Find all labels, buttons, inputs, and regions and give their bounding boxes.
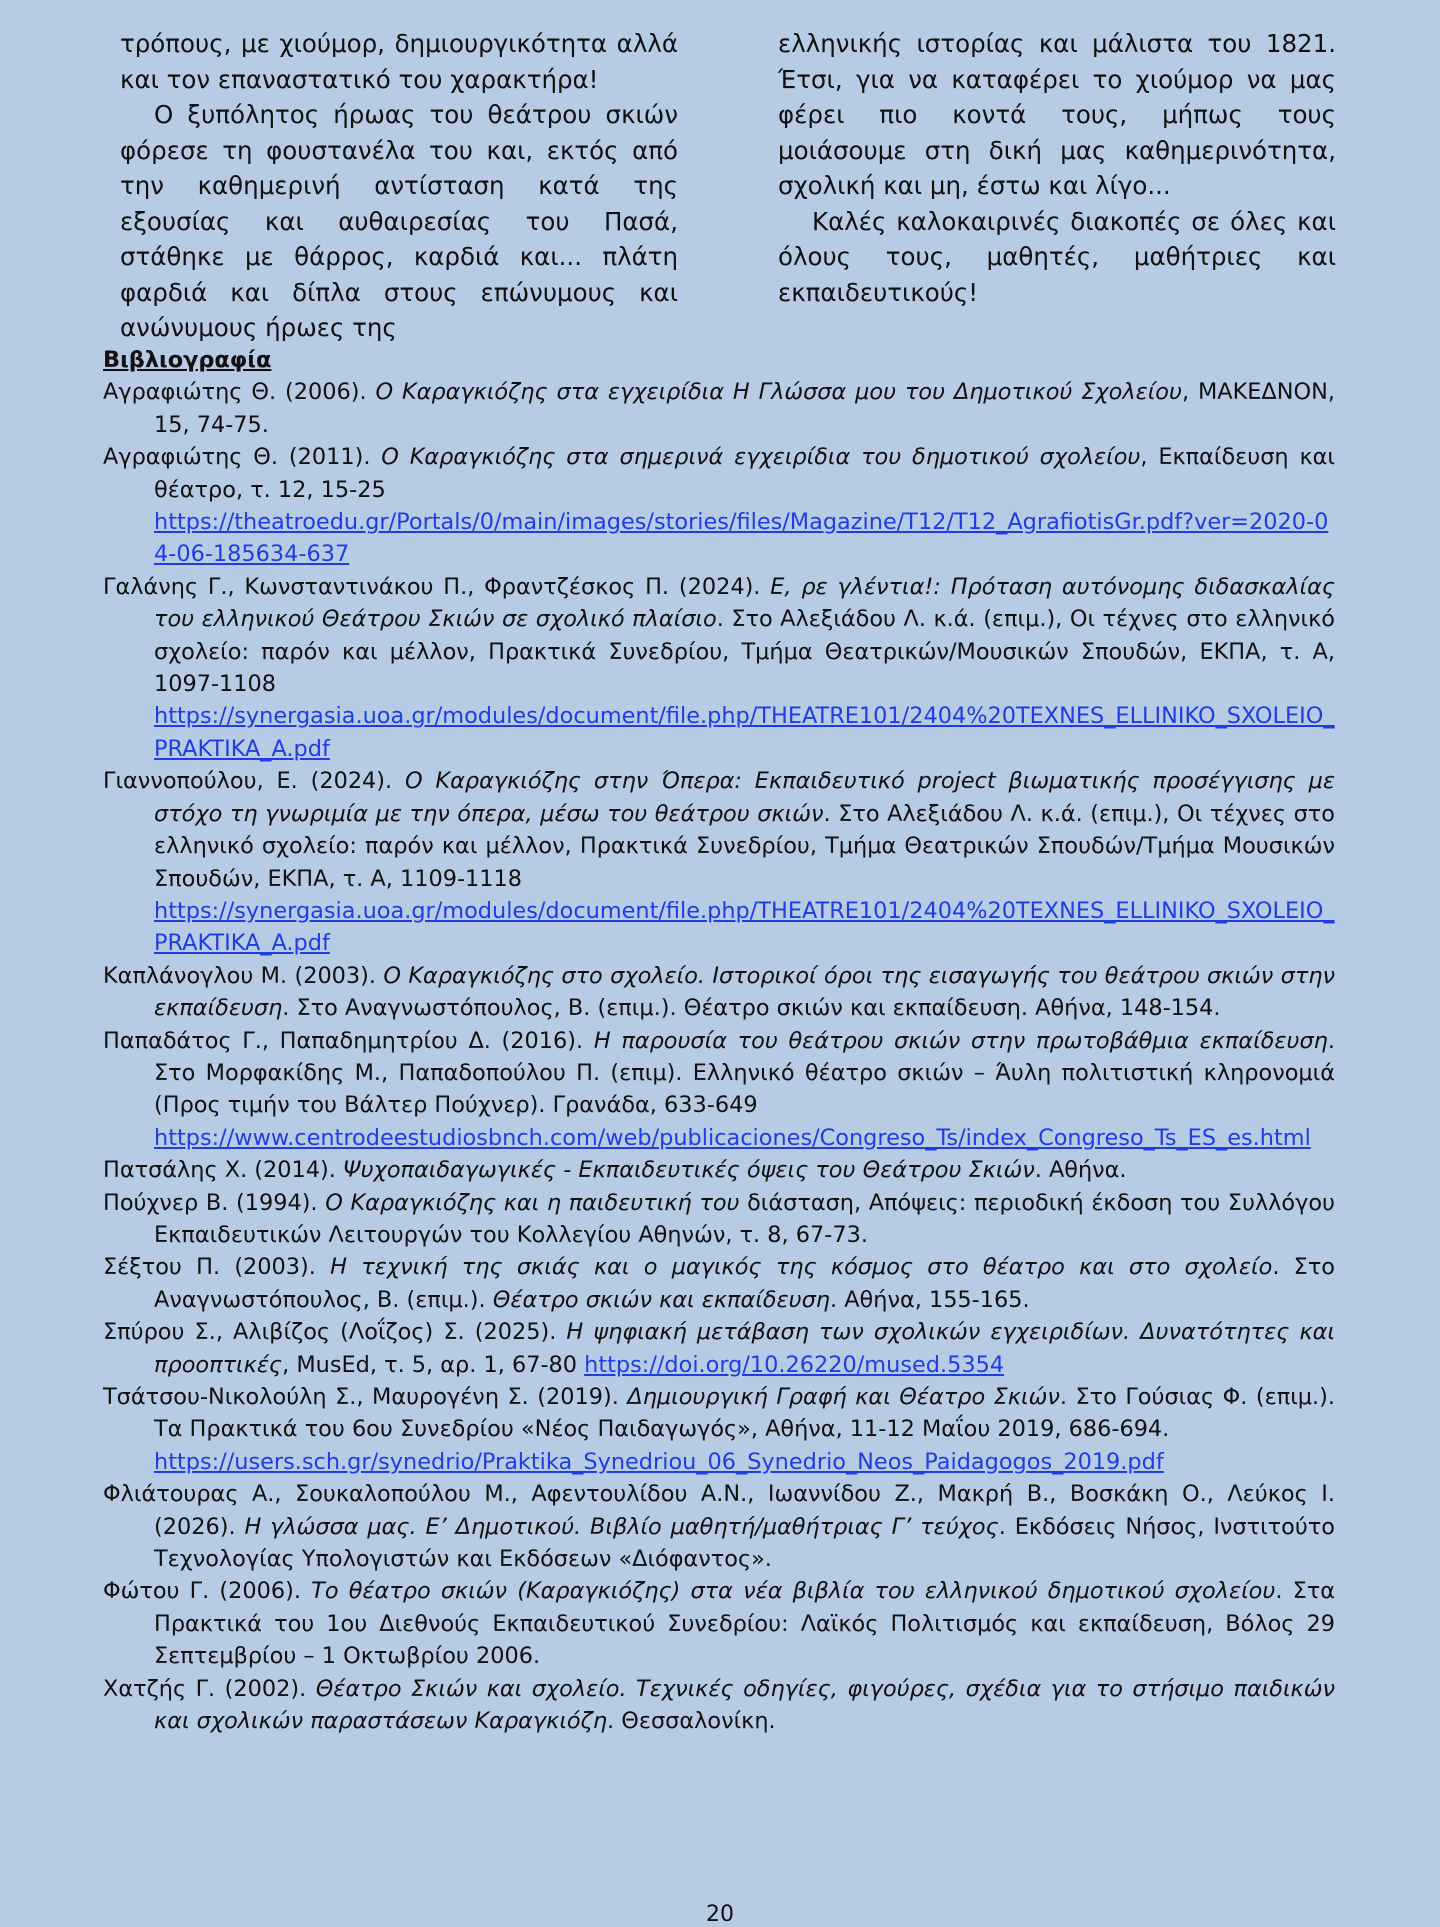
bibliography-list	[103, 376, 1335, 1737]
bibliography-entry	[103, 1673, 1335, 1738]
paragraph: Καλές καλοκαιρινές διακοπές σε όλες και όλους τους, μαθητές, μαθήτριες και εκπαιδευτικούς!	[778, 206, 1336, 307]
paragraph: Ο ξυπόλητος ήρωας του θεάτρου σκιών φόρεσε τη φουστανέλα του και, εκτός από την καθημερινή αντίσταση κατά της εξουσίας και αυθαιρεσίας του Πασά, στάθηκε με θάρρος, καρδιά και... πλάτη φαρδιά και δίπλα στους επώνυμους και ανώνυμους ήρωες της	[120, 100, 678, 342]
bibliography-entry	[103, 1575, 1335, 1672]
entry-author: Φώτου Γ. (2006).	[103, 1578, 312, 1605]
entry-details: . Στο Αναγνωστόπουλος, Β. (επιμ.).	[154, 1254, 1336, 1313]
entry-details: . Θεσσαλονίκη.	[607, 1708, 776, 1735]
entry-title: Δημιουργική Γραφή και Θέατρο Σκιών	[627, 1384, 1060, 1410]
entry-author: Αγραφιώτης Θ. (2006).	[103, 379, 376, 406]
entry-title: Η ψηφιακή μετάβαση των σχολικών εγχειριδίων. Δυνατότητες και προοπτικές	[154, 1319, 1335, 1378]
entry-title: Ο Καραγκιόζης στα εγχειρίδια Η Γλώσσα μου του Δημοτικού Σχολείου	[375, 379, 1182, 406]
entry-link[interactable]: https://www.centrodeestudiosbnch.com/web/publicaciones/Congreso_Ts/index_Congreso_Ts_ES_es.html	[154, 1124, 1311, 1151]
entry-title: Η γλώσσα μας. Ε’ Δημοτικού. Βιβλίο μαθητή/μαθήτριας Γ’ τεύχος	[244, 1513, 999, 1540]
entry-author: Αγραφιώτης Θ. (2011).	[103, 444, 382, 471]
entry-author: Χατζής Γ. (2002).	[103, 1675, 316, 1702]
bibliography-entry	[103, 1316, 1335, 1381]
entry-author: Πατσάλης Χ. (2014).	[103, 1157, 343, 1184]
bibliography-entry	[103, 765, 1335, 959]
page-number: 20	[706, 1902, 734, 1927]
entry-details: . Στα Πρακτικά του 1ου Διεθνούς Εκπαιδευτικού Συνεδρίου: Λαϊκός Πολιτισμός και εκπαίδευση, Βόλος 29 Σεπτεμβρίου – 1 Οκτωβρίου 2006.	[154, 1578, 1336, 1670]
entry-link[interactable]: https://synergasia.uoa.gr/modules/document/file.php/THEATRE101/2404%20TEXNES_ELLINIKO_SXOLEIO_PRAKTIKA_A.pdf	[154, 703, 1335, 762]
bibliography-entry	[103, 1381, 1335, 1478]
entry-title: Η τεχνική της σκιάς και ο μαγικός της κόσμος στο θέατρο και στο σχολείο	[330, 1254, 1273, 1281]
bibliography-entry	[103, 960, 1335, 1025]
entry-details: . Αθήνα, 155-165.	[830, 1286, 1030, 1313]
bibliography-entry	[103, 1025, 1335, 1155]
entry-title: Θέατρο Σκιών και σχολείο. Τεχνικές οδηγίες, φιγούρες, σχέδια για το στήσιμο παιδικών και σχολικών παραστάσεων Καραγκιόζη	[154, 1675, 1336, 1735]
entry-link[interactable]: https://theatroedu.gr/Portals/0/main/images/stories/files/Magazine/T12/T12_AgrafiotisGr.pdf?ver=2020-04-06-185634-637	[154, 509, 1329, 568]
entry-title: Ο Καραγκιόζης και η παιδευτική του	[325, 1189, 740, 1216]
entry-details: . Στο Μορφακίδης Μ., Παπαδοπούλου Π. (επιμ). Ελληνικό θέατρο σκιών – Άυλη πολιτιστική κληρονομιά (Προς τιμήν του Βάλτερ Πούχνερ). Γρανάδα, 633-649	[154, 1027, 1335, 1119]
bibliography-entry	[103, 1154, 1335, 1186]
bibliography-entry	[103, 376, 1335, 441]
entry-title: Ψυχοπαιδαγωγικές - Εκπαιδευτικές όψεις του Θεάτρου Σκιών	[343, 1157, 1035, 1184]
bibliography-entry	[103, 1187, 1335, 1252]
entry-author: Γιαννοπούλου, Ε. (2024).	[103, 768, 405, 795]
entry-author: Πούχνερ Β. (1994).	[103, 1189, 326, 1216]
right-column	[778, 26, 1336, 346]
entry-details: . Στο Αναγνωστόπουλος, Β. (επιμ.). Θέατρο σκιών και εκπαίδευση. Αθήνα, 148-154.	[282, 995, 1221, 1022]
entry-details: . Εκδόσεις Νήσος, Ινστιτούτο Τεχνολογίας Υπολογιστών και Εκδόσεων «Διόφαντος».	[154, 1513, 1335, 1573]
entry-author: Γαλάνης Γ., Κωνσταντινάκου Π., Φραντζέσκος Π. (2024).	[103, 573, 771, 600]
entry-details: , MusEd, τ. 5, αρ. 1, 67-80	[282, 1351, 585, 1378]
entry-author: Τσάτσου-Νικολούλη Σ., Μαυρογένη Σ. (2019).	[103, 1384, 628, 1410]
bibliography-entry	[103, 1251, 1335, 1316]
bibliography-entry	[103, 441, 1335, 571]
entry-author: Καπλάνογλου Μ. (2003).	[103, 962, 384, 989]
paragraph: τρόπους, με χιούμορ, δημιουργικότητα αλλά και τον επαναστατικό του χαρακτήρα!	[120, 29, 678, 94]
left-column	[120, 26, 678, 346]
entry-title: Ο Καραγκιόζης στο σχολείο. Ιστορικοί όροι της εισαγωγής του θεάτρου σκιών στην εκπαίδευση	[154, 962, 1335, 1022]
entry-details: . Στο Γούσιας Φ. (επιμ.). Τα Πρακτικά του 6ου Συνεδρίου «Νέος Παιδαγωγός», Αθήνα, 11-12 Μαΐου 2019, 686-694.	[154, 1384, 1336, 1443]
entry-link[interactable]: https://users.sch.gr/synedrio/Praktika_Synedriou_06_Synedrio_Neos_Paidagogos_2019.pdf	[154, 1448, 1164, 1475]
entry-details: . Αθήνα.	[1034, 1157, 1127, 1184]
entry-author: Παπαδάτος Γ., Παπαδημητρίου Δ. (2016).	[103, 1027, 594, 1054]
entry-author: Φλιάτουρας Α., Σουκαλοπούλου Μ., Αφεντουλίδου Α.Ν., Ιωαννίδου Ζ., Μακρή Β., Βοσκάκη Ο., Λεύκος Ι. (2026).	[103, 1481, 1335, 1540]
entry-title: Ο Καραγκιόζης στην Όπερα: Εκπαιδευτικό project βιωματικής προσέγγισης με στόχο τη γνωριμία με την όπερα, μέσω του θεάτρου σκιών	[154, 768, 1335, 827]
entry-details: διάσταση, Απόψεις: περιοδική έκδοση του Συλλόγου Εκπαιδευτικών Λειτουργών του Κολλεγίου Αθηνών, τ. 8, 67-73.	[154, 1189, 1335, 1248]
bibliography-entry	[103, 571, 1335, 765]
entry-link[interactable]: https://synergasia.uoa.gr/modules/document/file.php/THEATRE101/2404%20TEXNES_ELLINIKO_SXOLEIO_PRAKTIKA_A.pdf	[154, 897, 1335, 957]
entry-details: , Εκπαίδευση και θέατρο, τ. 12, 15-25	[154, 444, 1335, 503]
entry-details: , ΜΑΚΕΔΝΟΝ, 15, 74-75.	[154, 379, 1335, 438]
entry-link[interactable]: https://doi.org/10.26220/mused.5354	[584, 1351, 1005, 1378]
entry-title: Ο Καραγκιόζης στα σημερινά εγχειρίδια του δημοτικού σχολείου	[381, 444, 1141, 471]
entry-title: Ε, ρε γλέντια!: Πρόταση αυτόνομης διδασκαλίας του ελληνικού Θεάτρου Σκιών σε σχολικό πλαίσιο	[154, 573, 1335, 633]
entry-details: . Στο Αλεξιάδου Λ. κ.ά. (επιμ.), Οι τέχνες στο ελληνικό σχολείο: παρόν και μέλλον, Πρακτικά Συνεδρίου, Τμήμα Θεατρικών Σπουδών/Τμήμα Μουσικών Σπουδών, ΕΚΠΑ, τ. Α, 1109-1118	[154, 800, 1335, 892]
article-columns	[120, 26, 1336, 346]
entry-author: Σέξτου Π. (2003).	[103, 1254, 331, 1281]
entry-title: Θέατρο σκιών και εκπαίδευση	[492, 1286, 830, 1313]
bibliography-entry	[103, 1478, 1335, 1575]
entry-title: Το θέατρο σκιών (Καραγκιόζης) στα νέα βιβλία του ελληνικού δημοτικού σχολείου	[311, 1578, 1276, 1605]
entry-title: Η παρουσία του θεάτρου σκιών στην πρωτοβάθμια εκπαίδευση	[593, 1027, 1328, 1054]
entry-details: . Στο Αλεξιάδου Λ. κ.ά. (επιμ.), Οι τέχνες στο ελληνικό σχολείο: παρόν και μέλλον, Πρακτικά Συνεδρίου, Τμήμα Θεατρικών/Μουσικών Σπουδών, ΕΚΠΑ, τ. Α, 1097-1108	[154, 606, 1335, 698]
entry-author: Σπύρου Σ., Αλιβίζος (Λοΐζος) Σ. (2025).	[103, 1319, 567, 1346]
bibliography	[103, 344, 1335, 1737]
paragraph: ελληνικής ιστορίας και μάλιστα του 1821. Έτσι, για να καταφέρει το χιούμορ να μας φέρει πιο κοντά τους, μήπως τους μοιάσουμε στη δική μας καθημερινότητα, σχολική και μη, έστω και λίγο...	[778, 29, 1336, 200]
bibliography-heading: Βιβλιογραφία	[103, 347, 272, 373]
